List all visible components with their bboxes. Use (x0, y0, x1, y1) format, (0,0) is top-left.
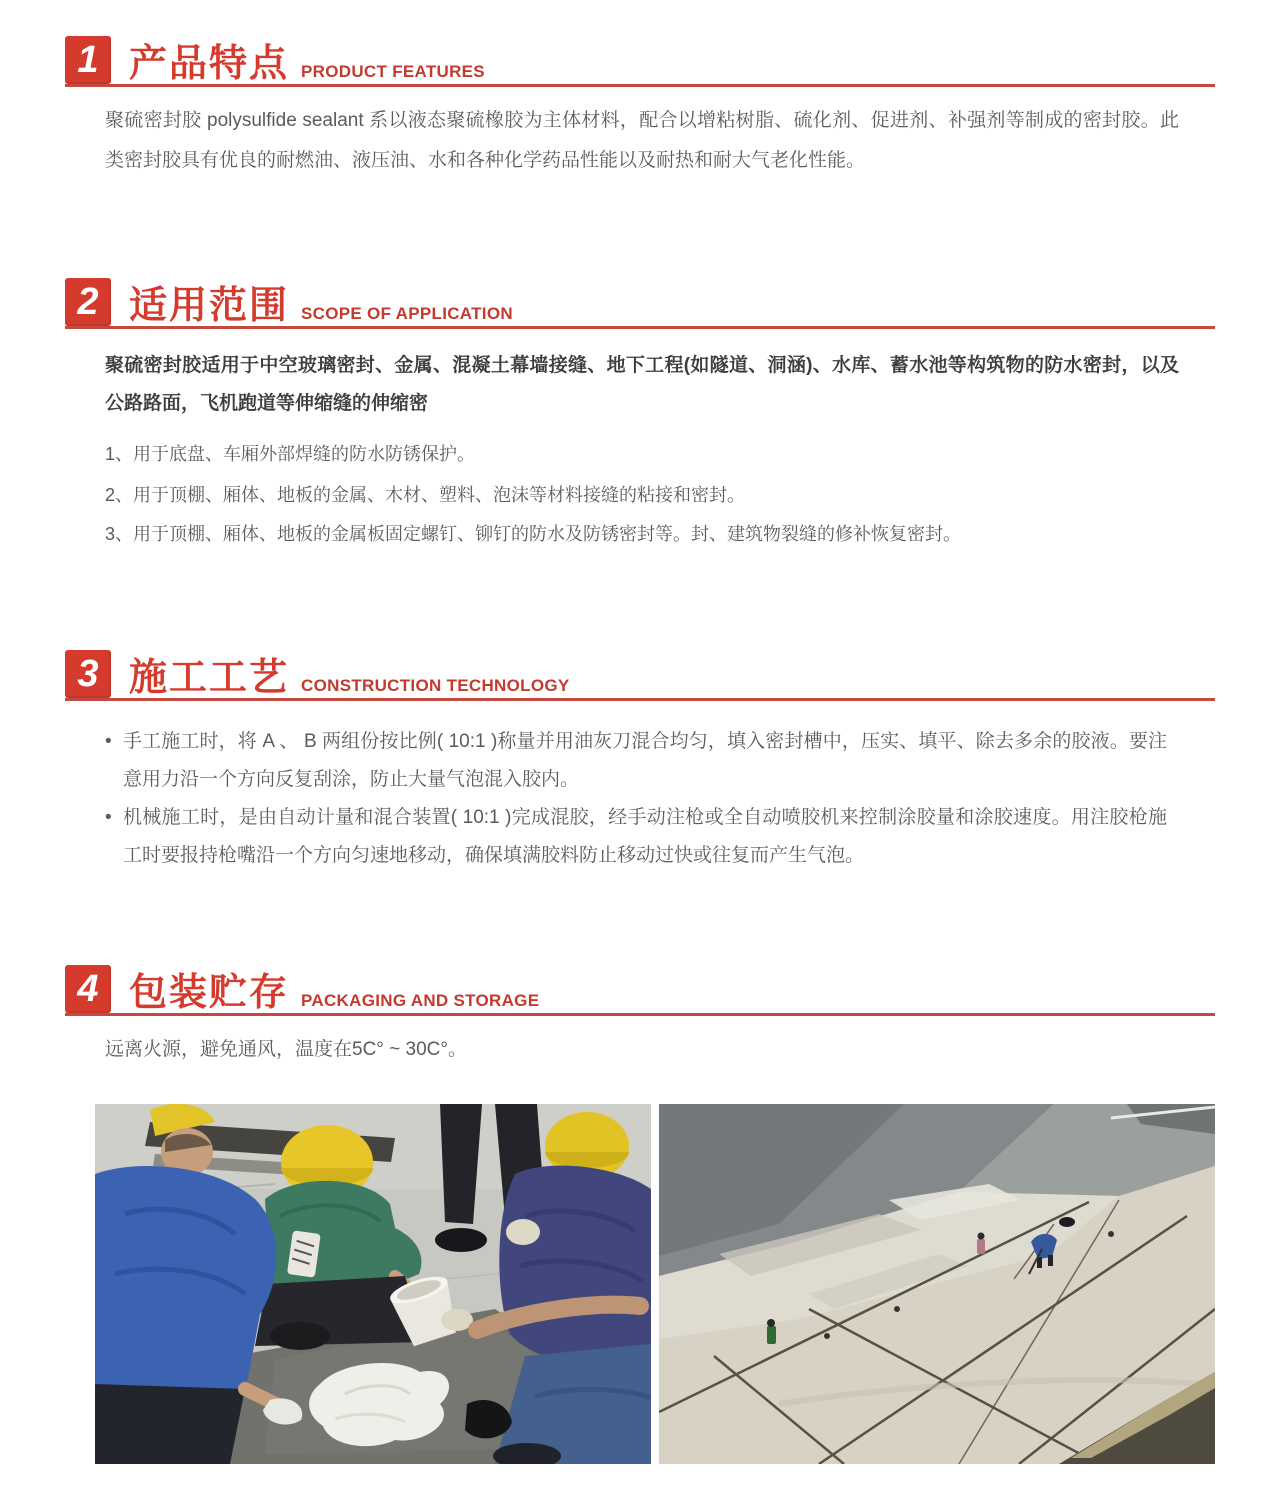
workers-sealant-illustration (95, 1104, 651, 1464)
bullet-item: • 机械施工时，是由自动计量和混合装置( 10:1 )完成混胶，经手动注枪或全自动喷胶机来控制涂胶量和涂胶速度。用注胶枪施工时要报持枪嘴沿一个方向匀速地移动，确保填满胶料防止移动过快或往复而产生气泡。 (105, 799, 1167, 875)
section-4-number-badge: 4 (65, 965, 111, 1013)
section-4-title-en: PACKAGING AND STORAGE (301, 991, 540, 1010)
dam-slope-illustration (659, 1104, 1215, 1464)
section-4-title-zh: 包装贮存 (129, 972, 290, 1014)
section-2-title-zh: 适用范围 (129, 285, 290, 327)
section-1-title-zh: 产品特点 (129, 43, 290, 85)
section-4-paragraph: 远离火源，避免通风，温度在5C° ~ 30C°。 (105, 1039, 467, 1060)
photo-dam-slope-expansion-joints (659, 1104, 1215, 1464)
section-packaging-and-storage (65, 965, 1215, 1070)
bullet-item: • 手工施工时，将 A 、 B 两组份按比例( 10:1 )称量并用油灰刀混合均匀，填入密封槽中，压实、填平、除去多余的胶液。要注意用力沿一个方向反复刮涂，防止大量气泡混入胶内。 (105, 723, 1167, 799)
section-2-header (65, 278, 1215, 329)
bullet-icon (105, 799, 123, 875)
section-3-title-en: CONSTRUCTION TECHNOLOGY (301, 676, 570, 695)
section-scope-of-application (65, 278, 1215, 550)
section-2-lead-paragraph: 聚硫密封胶适用于中空玻璃密封、金属、混凝土幕墙接缝、地下工程(如隧道、洞涵)、水库、蓄水池等构筑物的防水密封，以及公路路面，飞机跑道等伸缩缝的伸缩密 (105, 355, 1179, 414)
section-3-bullet-list (105, 723, 1167, 875)
list-item: 2、用于顶棚、厢体、地板的金属、木材、塑料、泡沫等材料接缝的粘接和密封。 (105, 485, 746, 505)
photo-row (95, 1104, 1215, 1464)
bullet-icon (105, 723, 123, 799)
section-4-header (65, 965, 1215, 1016)
photo-workers-applying-sealant (95, 1104, 651, 1464)
section-1-title-en: PRODUCT FEATURES (301, 62, 485, 81)
section-1-number-badge: 1 (65, 36, 111, 84)
section-1-paragraph: 聚硫密封胶 polysulfide sealant 系以液态聚硫橡胶为主体材料，配合以增粘树脂、硫化剂、促进剂、补强剂等制成的密封胶。此类密封胶具有优良的耐燃油、液压油、水和各种化学药品性能以及耐热和耐大气老化性能。 (105, 110, 1179, 171)
section-product-features (65, 36, 1215, 181)
section-3-number-badge: 3 (65, 650, 111, 698)
section-construction-technology (65, 650, 1215, 875)
list-item: 1、用于底盘、车厢外部焊缝的防水防锈保护。 (105, 444, 476, 464)
section-3-title-zh: 施工工艺 (129, 657, 290, 699)
section-1-header (65, 36, 1215, 87)
section-2-number-badge: 2 (65, 278, 111, 326)
section-2-numbered-list (105, 439, 1179, 550)
section-2-title-en: SCOPE OF APPLICATION (301, 304, 513, 323)
list-item: 3、用于顶棚、厢体、地板的金属板固定螺钉、铆钉的防水及防锈密封等。封、建筑物裂缝的修补恢复密封。 (105, 524, 962, 544)
section-3-header (65, 650, 1215, 701)
